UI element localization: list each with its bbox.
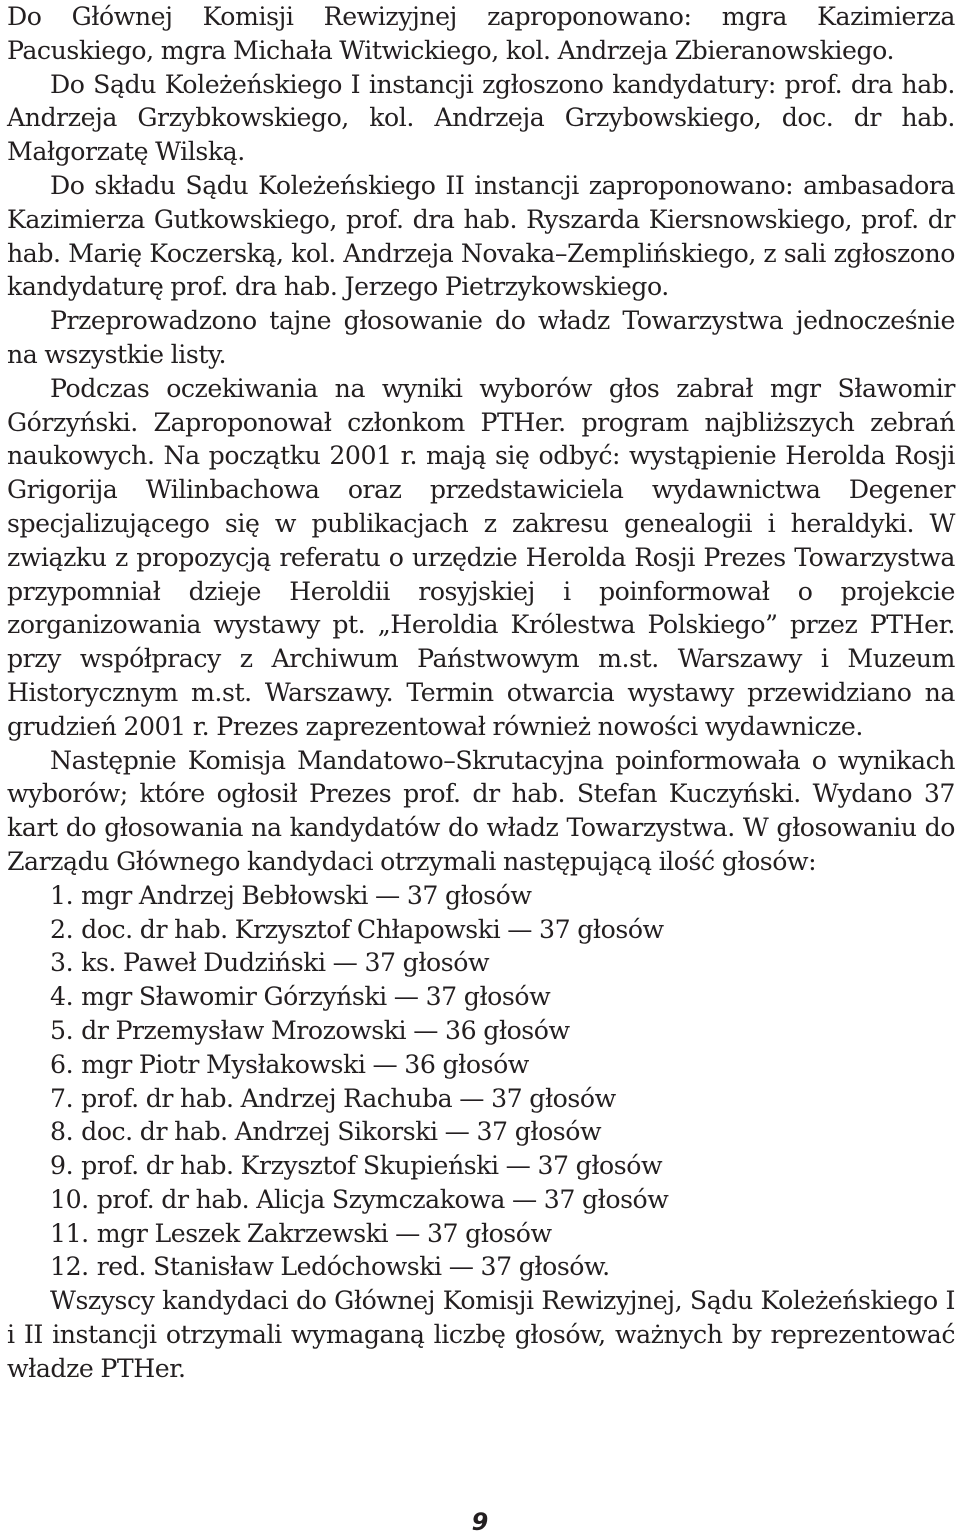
list-item-number: 12.: [50, 1252, 89, 1282]
list-item-text: prof. dr hab. Alicja Szymczakowa — 37 głosów: [96, 1184, 669, 1214]
vote-results-list: [7, 879, 955, 1285]
list-item-number: 8.: [50, 1117, 74, 1147]
list-item-number: 2.: [50, 914, 74, 944]
paragraph-peer-court-first-instance: Do Sądu Koleżeńskiego I instancji zgłoszono kandydatury: prof. dra hab. Andrzeja Grzybkowskiego, kol. Andrzeja Grzybowskiego, doc. dr hab. Małgorzatę Wilską.: [7, 69, 955, 167]
list-item-number: 3.: [50, 948, 74, 978]
list-item-number: 11.: [50, 1218, 89, 1248]
page-number: 9: [471, 1508, 489, 1536]
list-item: [7, 1149, 955, 1183]
list-item-number: 7.: [50, 1083, 74, 1113]
list-item-text: mgr Andrzej Bebłowski — 37 głosów: [81, 880, 532, 910]
list-item-number: 4.: [50, 982, 74, 1012]
list-item: [7, 1217, 955, 1251]
paragraph-gorzynski-speech: Podczas oczekiwania na wyniki wyborów głos zabrał mgr Sławomir Górzyński. Zaproponował członkom PTHer. program najbliższych zebrań naukowych. Na początku 2001 r. mają się odbyć: wystąpienie Herolda Rosji Grigorija Wilinbachowa oraz przedstawiciela wydawnictwa Degener specjalizującego się w publikacjach z zakresu genealogii i heraldyki. W związku z propozycją referatu o urzędzie Herolda Rosji Prezes Towarzystwa przypomniał dzieje Heroldii rosyjskiej i poinformował o projekcie zorganizowania wystawy pt. „Heroldia Królestwa Polskiego” przez PTHer. przy współpracy z Archiwum Państwowym m.st. Warszawy i Muzeum Historycznym m.st. Warszawy. Termin otwarcia wystawy przewidziano na grudzień 2001 r. Prezes zaprezentował również nowości wydawnicze.: [7, 373, 955, 741]
list-item-text: doc. dr hab. Krzysztof Chłapowski — 37 głosów: [81, 914, 664, 944]
paragraph-election-results: Następnie Komisja Mandatowo–Skrutacyjna poinformowała o wynikach wyborów; które ogłosił Prezes prof. dr hab. Stefan Kuczyński. Wydano 37 kart do głosowania na kandydatów do władz Towarzystwa. W głosowaniu do Zarządu Głównego kandydaci otrzymali następującą ilość głosów:: [7, 745, 955, 876]
list-item-text: mgr Leszek Zakrzewski — 37 głosów: [96, 1218, 552, 1248]
list-item-text: ks. Paweł Dudziński — 37 głosów: [81, 948, 490, 978]
list-item-text: red. Stanisław Ledóchowski — 37 głosów.: [96, 1252, 610, 1282]
document-page: [7, 0, 955, 1386]
list-item-number: 10.: [50, 1184, 89, 1214]
paragraph-secret-ballot: Przeprowadzono tajne głosowanie do władz Towarzystwa jednocześnie na wszystkie listy.: [7, 306, 955, 369]
list-item: [7, 1048, 955, 1082]
list-item-number: 1.: [50, 880, 74, 910]
list-item: [7, 980, 955, 1014]
list-item-text: dr Przemysław Mrozowski — 36 głosów: [81, 1015, 570, 1045]
list-item-text: prof. dr hab. Krzysztof Skupieński — 37 głosów: [81, 1151, 663, 1181]
list-item: [7, 913, 955, 947]
list-item: [7, 1183, 955, 1217]
list-item-number: 5.: [50, 1015, 74, 1045]
list-item-number: 6.: [50, 1049, 74, 1079]
list-item-text: doc. dr hab. Andrzej Sikorski — 37 głosów: [81, 1117, 602, 1147]
list-item-text: mgr Sławomir Górzyński — 37 głosów: [81, 982, 551, 1012]
list-item: [7, 1014, 955, 1048]
paragraph-main-audit-commission: Do Głównej Komisji Rewizyjnej zaproponowano: mgra Kazimierza Pacuskiego, mgra Michała Witwickiego, kol. Andrzeja Zbieranowskiego.: [7, 2, 955, 65]
list-item: [7, 1250, 955, 1284]
list-item: [7, 1115, 955, 1149]
list-item: [7, 946, 955, 980]
list-item-text: prof. dr hab. Andrzej Rachuba — 37 głosów: [81, 1083, 616, 1113]
list-item: [7, 879, 955, 913]
document-body: [7, 0, 955, 1386]
paragraph-candidates-summary: Wszyscy kandydaci do Głównej Komisji Rewizyjnej, Sądu Koleżeńskiego I i II instancji otrzymali wymaganą liczbę głosów, ważnych by reprezentować władze PTHer.: [7, 1286, 955, 1383]
list-item-text: mgr Piotr Mysłakowski — 36 głosów: [81, 1049, 529, 1079]
list-item: [7, 1082, 955, 1116]
paragraph-peer-court-second-instance: Do składu Sądu Koleżeńskiego II instancji zaproponowano: ambasadora Kazimierza Gutkowskiego, prof. dra hab. Ryszarda Kiersnowskiego, prof. dr hab. Marię Koczerską, kol. Andrzeja Novaka–Zemplińskiego, z sali zgłoszono kandydaturę prof. dra hab. Jerzego Pietrzykowskiego.: [7, 170, 955, 302]
list-item-number: 9.: [50, 1151, 74, 1181]
